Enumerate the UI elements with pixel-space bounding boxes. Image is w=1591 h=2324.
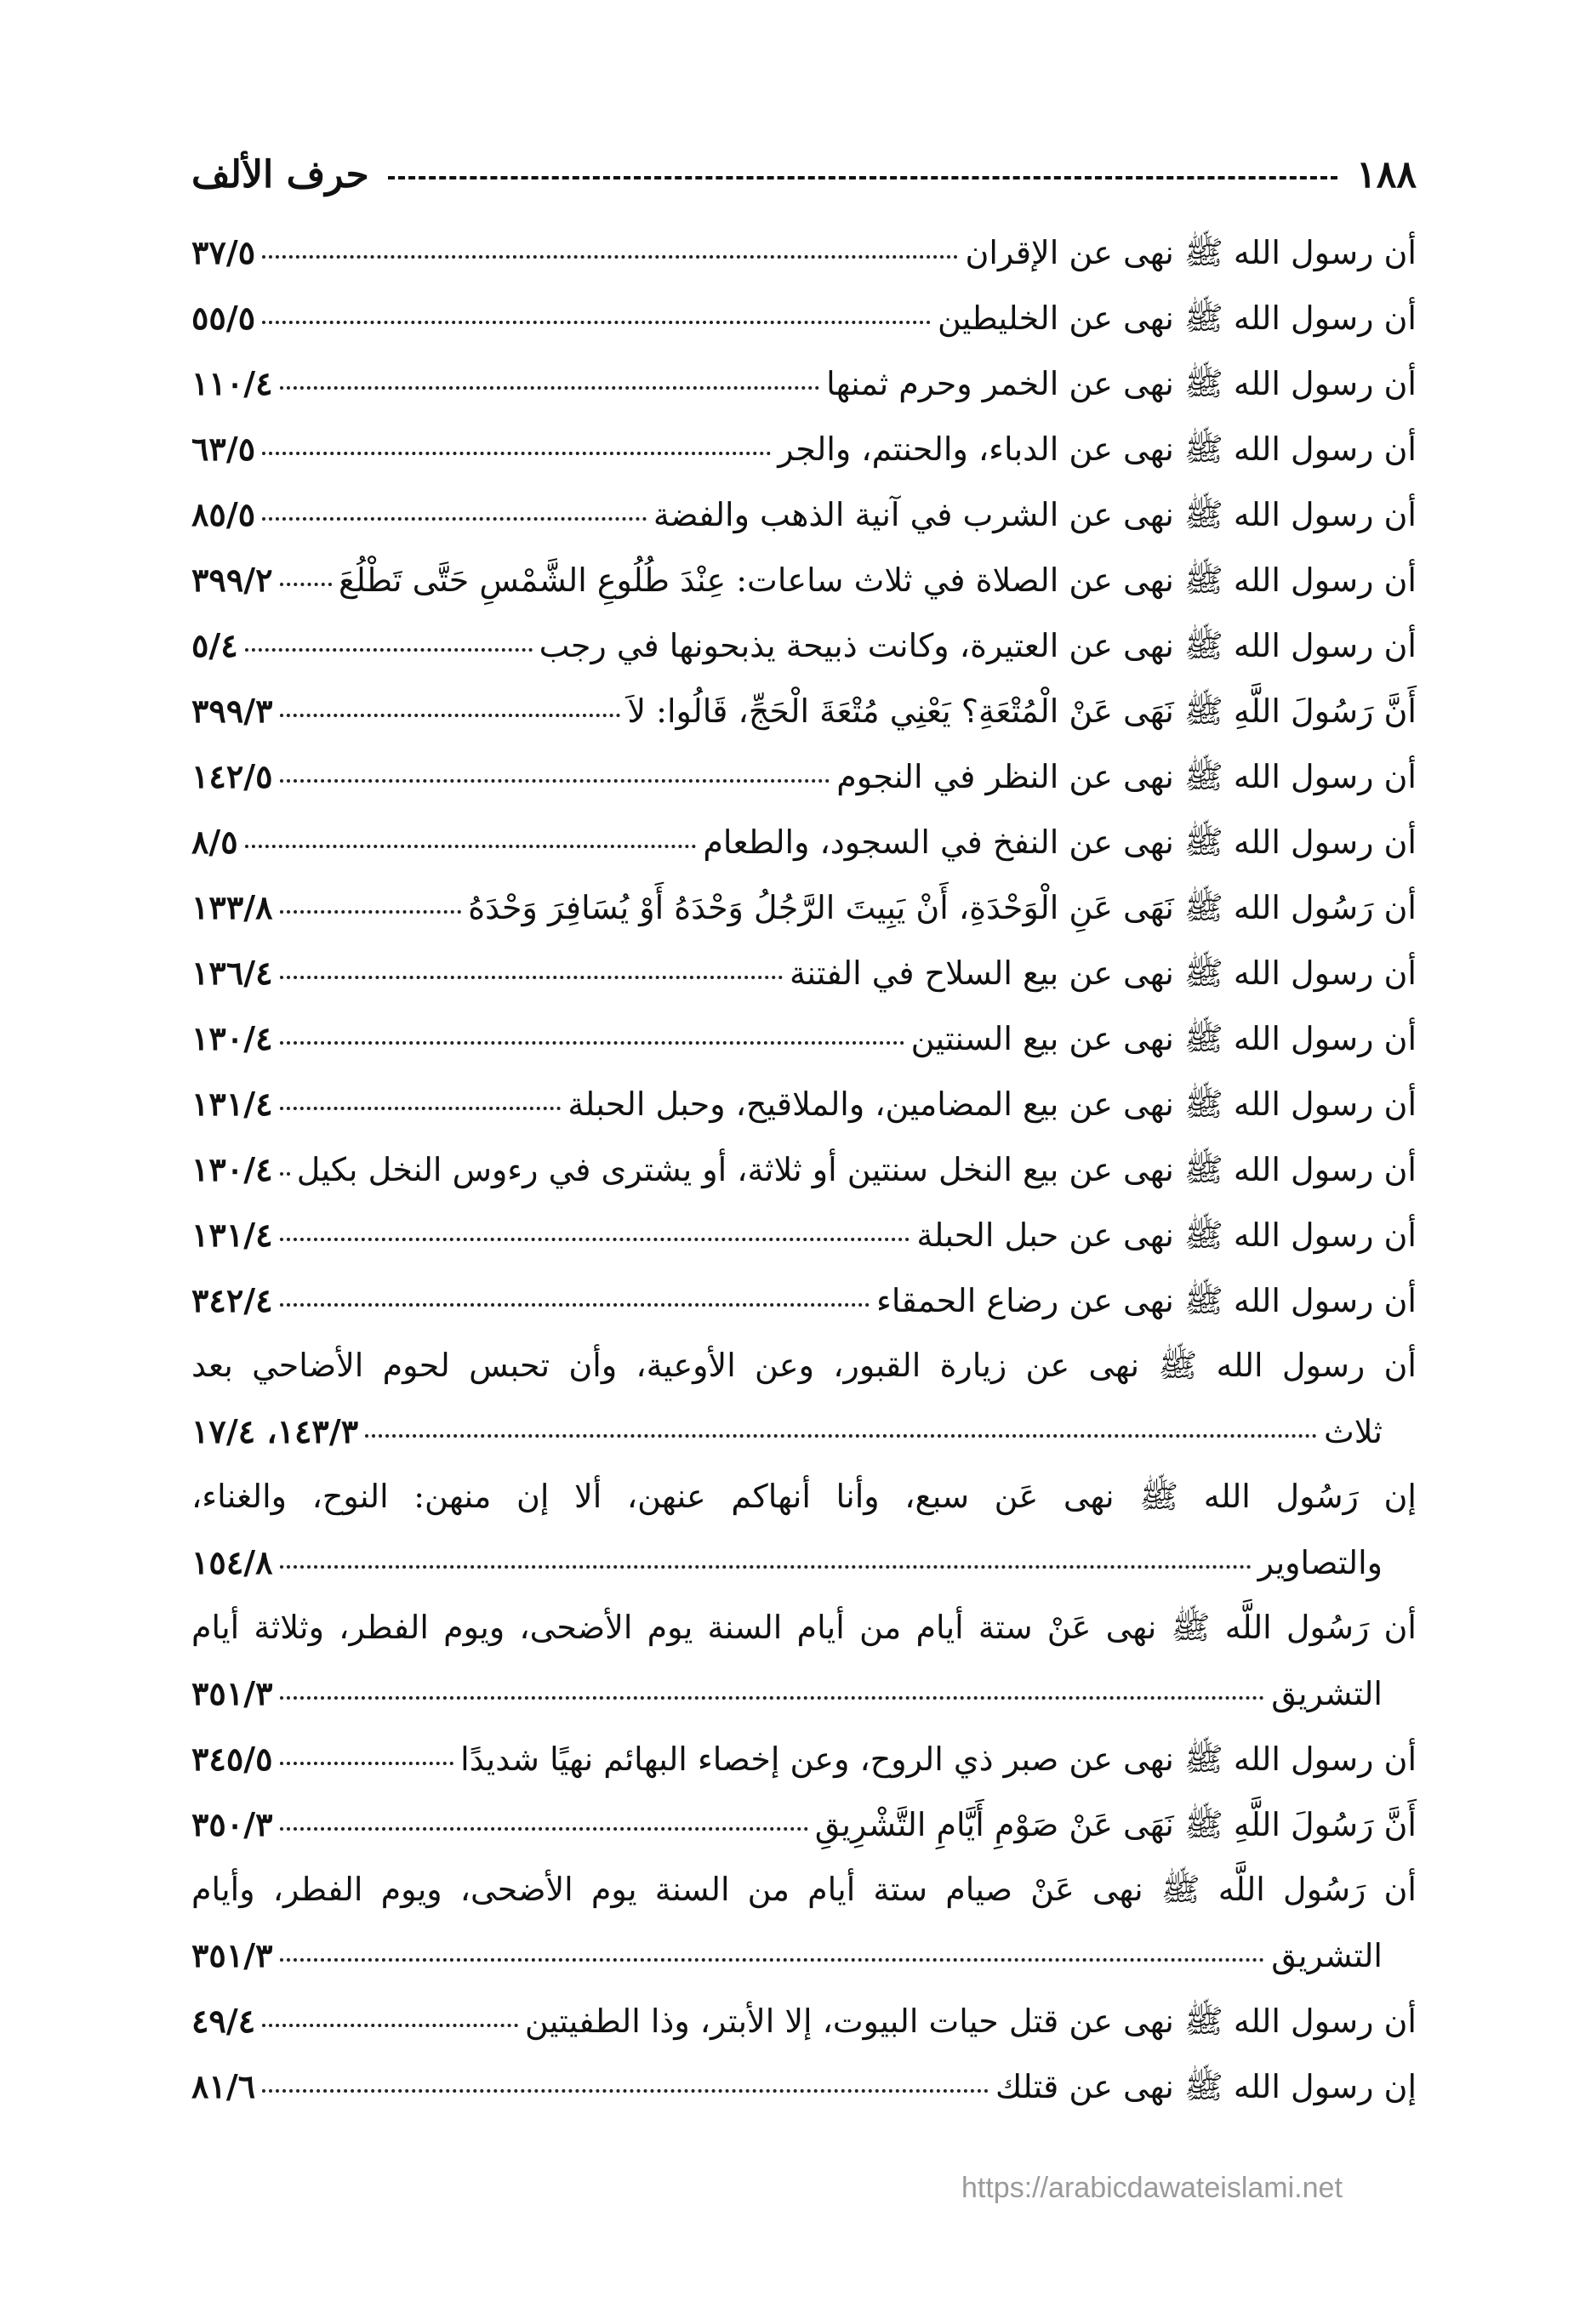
entry-ref: ٤٩/٤: [191, 2002, 256, 2040]
entry-ref: ١٣١/٤: [191, 1085, 273, 1123]
long-entry-line1: أن رَسُول اللَّه ﷺ نهى عَنْ صيام ستة أيام من السنة يوم الأضحى، ويوم الفطر، وأيام: [191, 1871, 1417, 1908]
entry-text: ثلاث: [1323, 1413, 1383, 1450]
entry-text: إن رسول الله ﷺ نهى عن قتلك: [995, 2068, 1417, 2105]
entry-ref: ٣٥١/٣: [191, 1936, 273, 1974]
entry-ref: ١٣١/٤: [191, 1216, 273, 1254]
entry-ref: ٨١/٦: [191, 2067, 256, 2105]
dot-leader: [280, 1762, 454, 1765]
dot-leader: [280, 1827, 808, 1831]
list-item: [191, 285, 1417, 350]
list-item: [191, 809, 1417, 874]
entry-ref: ١٤٣/٣، ١٧/٤: [191, 1412, 359, 1450]
dot-leader: [365, 1434, 1317, 1438]
list-item: [191, 547, 1417, 612]
entry-text: أن رسول الله ﷺ نهى عن النفخ في السجود، والطعام: [703, 823, 1417, 861]
dot-leader: [262, 452, 771, 455]
entry-text: أن رسول الله ﷺ نهى عن حبل الحبلة: [916, 1216, 1417, 1254]
entry-text: أن رسول الله ﷺ نهى عن الدباء، والحنتم، والجر: [778, 430, 1417, 468]
entry-ref: ١٤٢/٥: [191, 757, 273, 795]
entry-ref: ٣٩٩/٣: [191, 692, 273, 730]
entry-ref: ١٣٦/٤: [191, 954, 273, 992]
dot-leader: [280, 386, 820, 390]
dot-leader: [262, 517, 647, 521]
section-title: حرف الألف: [191, 152, 369, 197]
dot-leader: [280, 976, 783, 979]
list-item: [191, 1267, 1417, 1333]
entry-ref: ١١٠/٤: [191, 364, 273, 402]
list-item: [191, 1922, 1417, 1988]
entry-ref: ٣٥١/٣: [191, 1674, 273, 1712]
list-item: [191, 1791, 1417, 1857]
list-item: [191, 1071, 1417, 1136]
list-item: [191, 1202, 1417, 1267]
entry-text: أَنَّ رَسُولَ اللَّهِ ﷺ نَهَى عَنْ صَوْمِ أَيَّامِ التَّشْرِيقِ: [814, 1806, 1417, 1843]
list-item: [191, 1398, 1417, 1464]
dot-leader: [280, 1041, 904, 1045]
page-number: ١٨٨: [1356, 152, 1417, 197]
dot-leader: [280, 910, 462, 914]
list-item: [191, 678, 1417, 743]
entry-text: أن رسول الله ﷺ نهى عن صبر ذي الروح، وعن إخصاء البهائم نهيًا شديدًا: [460, 1740, 1417, 1778]
list-item: [191, 743, 1417, 809]
list-item: [191, 940, 1417, 1005]
entry-ref: ٣٧/٥: [191, 233, 256, 271]
list-item: [191, 219, 1417, 285]
entry-text: أن رسول الله ﷺ نهى عن الخمر وحرم ثمنها: [826, 365, 1417, 402]
entry-text: أن رسول الله ﷺ نهى عن بيع النخل سنتين أو ثلاثة، أو يشترى في رءوس النخل بكيل: [296, 1151, 1417, 1188]
entry-ref: ٥/٤: [191, 626, 238, 664]
entry-ref: ٣٤٢/٤: [191, 1281, 273, 1319]
list-item: [191, 350, 1417, 416]
list-item: [191, 416, 1417, 481]
dot-leader: [245, 648, 533, 652]
entry-ref: ٥٥/٥: [191, 299, 256, 337]
entry-text: أن رسول الله ﷺ نهى عن بيع السلاح في الفتنة: [790, 954, 1417, 992]
entry-ref: ٨/٥: [191, 823, 238, 861]
long-entry-line1: إن رَسُول الله ﷺ نهى عَن سبع، وأنا أنهاكم عنهن، ألا إن منهن: النوح، والغناء،: [191, 1478, 1417, 1515]
entry-text: أن رسول الله ﷺ نهى عن النظر في النجوم: [836, 758, 1417, 795]
entry-ref: ١٣٠/٤: [191, 1019, 273, 1057]
page-header: [191, 145, 1417, 204]
entry-ref: ٣٤٥/٥: [191, 1740, 273, 1778]
entry-text: أن رسول الله ﷺ نهى عن العتيرة، وكانت ذبيحة يذبحونها في رجب: [539, 627, 1417, 664]
dot-leader: [280, 1303, 870, 1307]
entry-text: والتصاوير: [1257, 1544, 1383, 1581]
entry-text: أن رسول الله ﷺ نهى عن قتل حيات البيوت، إلا الأبتر، وذا الطفيتين: [524, 2002, 1417, 2040]
list-item: [191, 874, 1417, 940]
index-entries: [191, 219, 1417, 2119]
entry-text: أن رسول الله ﷺ نهى عن رضاع الحمقاء: [876, 1282, 1417, 1319]
dot-leader: [280, 1172, 290, 1176]
entry-text: أَنَّ رَسُولَ اللَّهِ ﷺ نَهَى عَنْ الْمُتْعَةِ؟ يَعْنِي مُتْعَةَ الْحَجِّ، قَالُوا: لاَ: [627, 692, 1417, 730]
long-entry-line1: أن رسول الله ﷺ نهى عن زيارة القبور، وعن الأوعية، وأن تحبس لحوم الأضاحي بعد: [191, 1347, 1417, 1384]
entry-text: أن رسول الله ﷺ نهى عن الخليطين: [937, 299, 1417, 337]
entry-text: أن رسول الله ﷺ نهى عن بيع السنتين: [910, 1020, 1417, 1057]
list-item: [191, 1529, 1417, 1595]
dot-leader: [262, 321, 931, 324]
dot-leader: [280, 583, 332, 586]
entry-ref: ٣٥٠/٣: [191, 1805, 273, 1843]
entry-text: أن رَسُول الله ﷺ نَهَى عَنِ الْوَحْدَةِ، أَنْ يَبِيتَ الرَّجُلُ وَحْدَهُ أَوْ يُسَافِرَ وَحْدَهُ: [468, 889, 1417, 926]
list-item: [191, 1005, 1417, 1071]
entry-text: أن رسول الله ﷺ نهى عن الصلاة في ثلاث ساعات: عِنْدَ طُلُوعِ الشَّمْسِ حَتَّى تَطْلُعَ: [339, 561, 1417, 599]
dot-leader: [280, 714, 621, 717]
dot-leader: [280, 1107, 562, 1110]
dot-leader: [262, 2089, 989, 2093]
dot-leader: [245, 845, 697, 848]
watermark-url: https://arabicdawateislami.net: [961, 2172, 1343, 2204]
list-item: [191, 1988, 1417, 2053]
list-item: [191, 612, 1417, 678]
entry-ref: ١٣٣/٨: [191, 888, 273, 926]
header-dash-rule: [388, 176, 1337, 179]
dot-leader: [262, 2024, 518, 2027]
list-item: [191, 2053, 1417, 2119]
dot-leader: [280, 1958, 1265, 1962]
long-entry-line1: أن رَسُول اللَّه ﷺ نهى عَنْ ستة أيام من أيام السنة يوم الأضحى، ويوم الفطر، وثلاثة أيام: [191, 1609, 1417, 1646]
list-item: [191, 1726, 1417, 1791]
entry-ref: ١٣٠/٤: [191, 1150, 273, 1188]
list-item: [191, 1136, 1417, 1202]
dot-leader: [280, 1565, 1252, 1569]
entry-text: التشريق: [1271, 1675, 1383, 1712]
entry-text: أن رسول الله ﷺ نهى عن الشرب في آنية الذهب والفضة: [653, 496, 1417, 533]
dot-leader: [280, 779, 830, 783]
list-item: [191, 481, 1417, 547]
entry-ref: ١٥٤/٨: [191, 1543, 273, 1581]
entry-ref: ٦٣/٥: [191, 430, 256, 468]
entry-ref: ٨٥/٥: [191, 495, 256, 533]
entry-text: أن رسول الله ﷺ نهى عن بيع المضامين، والملاقيح، وحبل الحبلة: [567, 1085, 1417, 1123]
dot-leader: [262, 255, 958, 259]
list-item: [191, 1660, 1417, 1726]
entry-text: أن رسول الله ﷺ نهى عن الإقران: [965, 234, 1417, 271]
entry-ref: ٣٩٩/٢: [191, 561, 273, 599]
dot-leader: [280, 1238, 910, 1241]
dot-leader: [280, 1696, 1265, 1700]
entry-text: التشريق: [1271, 1937, 1383, 1974]
